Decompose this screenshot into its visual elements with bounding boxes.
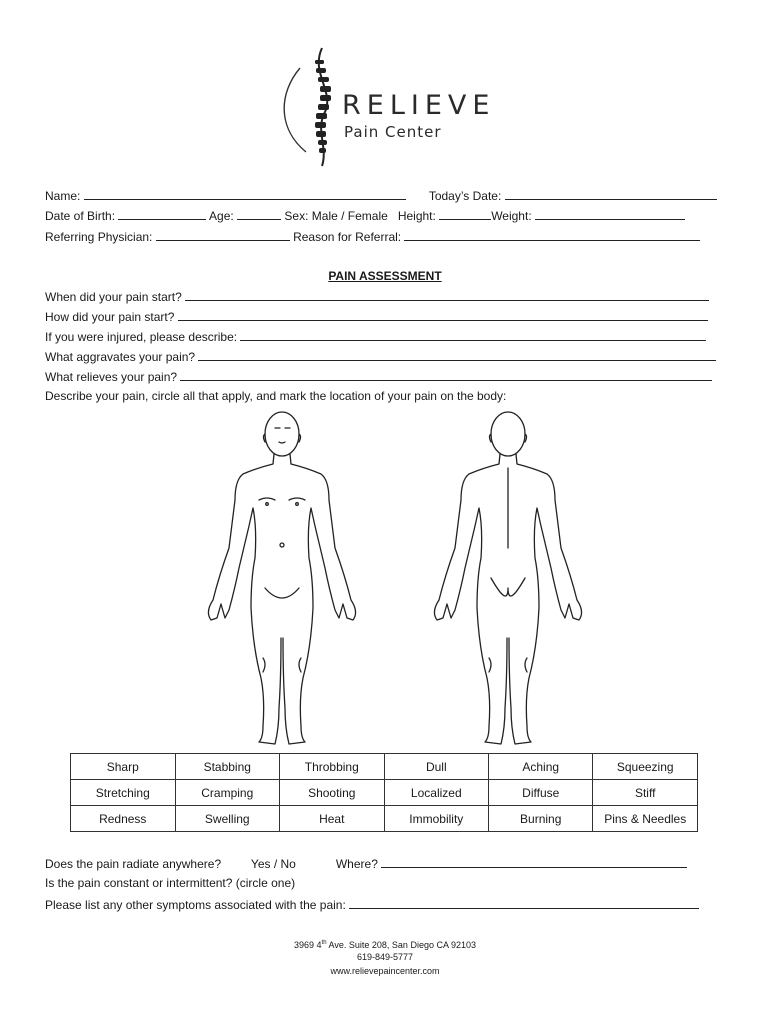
descriptor-cell[interactable]: Pins & Needles — [593, 806, 698, 832]
descriptor-cell[interactable]: Throbbing — [280, 754, 385, 780]
address-street: Ave. Suite 208, San Diego CA 92103 — [326, 940, 476, 950]
other-symptoms-row — [45, 897, 699, 912]
answer-field[interactable] — [240, 329, 706, 341]
address-superscript: th — [321, 940, 327, 946]
question-label: When did your pain start? — [45, 290, 182, 304]
question-row — [45, 289, 709, 304]
question-label: If you were injured, please describe: — [45, 330, 238, 344]
constant-question[interactable]: Is the pain constant or intermittent? (circle one) — [45, 876, 296, 890]
age-label: Age: — [209, 209, 234, 223]
brand-subtitle: Pain Center — [344, 123, 442, 141]
where-label: Where? — [335, 857, 378, 871]
name-label: Name: — [45, 189, 81, 203]
descriptor-cell[interactable]: Stabbing — [175, 754, 279, 780]
descriptor-cell[interactable]: Swelling — [175, 806, 279, 832]
weight-field[interactable] — [535, 208, 685, 220]
height-field[interactable] — [439, 208, 491, 220]
other-symptoms-question: Please list any other symptoms associated with the pain: — [45, 898, 346, 912]
descriptor-cell[interactable]: Dull — [384, 754, 489, 780]
weight-label: Weight: — [491, 209, 532, 223]
section-title: PAIN ASSESSMENT — [328, 269, 442, 283]
question-label: What aggravates your pain? — [45, 350, 196, 364]
descriptor-cell[interactable]: Redness — [71, 806, 176, 832]
height-label: Height: — [397, 209, 436, 223]
radiate-question: Does the pain radiate anywhere? — [45, 857, 222, 871]
answer-field[interactable] — [180, 369, 712, 381]
address-number: 3969 4 — [294, 940, 322, 950]
todays-date-field[interactable] — [505, 188, 717, 200]
name-row — [45, 188, 717, 203]
descriptor-cell[interactable]: Burning — [489, 806, 593, 832]
brand-name: RELIEVE — [342, 90, 496, 121]
descriptor-cell[interactable]: Sharp — [71, 754, 176, 780]
other-symptoms-field[interactable] — [349, 897, 699, 909]
descriptor-cell[interactable]: Localized — [384, 780, 489, 806]
front-body-figure-icon[interactable] — [208, 412, 355, 744]
answer-field[interactable] — [198, 349, 716, 361]
descriptor-cell[interactable]: Cramping — [175, 780, 279, 806]
todays-date-label: Today’s Date: — [428, 189, 502, 203]
descriptor-cell[interactable]: Heat — [280, 806, 385, 832]
descriptor-cell[interactable]: Stiff — [593, 780, 698, 806]
descriptor-cell[interactable]: Shooting — [280, 780, 385, 806]
descriptor-cell[interactable]: Stretching — [71, 780, 176, 806]
question-row — [45, 369, 712, 384]
question-label: What relieves your pain? — [45, 370, 178, 384]
where-field[interactable] — [381, 856, 687, 868]
descriptor-cell[interactable]: Immobility — [384, 806, 489, 832]
dob-field[interactable] — [118, 208, 206, 220]
body-diagram[interactable] — [195, 408, 595, 753]
age-field[interactable] — [237, 208, 281, 220]
back-body-figure-icon[interactable] — [434, 412, 581, 744]
referring-physician-field[interactable] — [156, 229, 290, 241]
table-row — [71, 754, 698, 780]
radiate-options[interactable]: Yes / No — [250, 857, 296, 871]
footer-website[interactable]: www.relievepaincenter.com — [330, 966, 440, 976]
table-row — [71, 806, 698, 832]
sex-label: Sex: Male / Female — [284, 209, 388, 223]
table-row — [71, 780, 698, 806]
radiate-row — [45, 856, 687, 871]
answer-field[interactable] — [185, 289, 709, 301]
descriptor-cell[interactable]: Diffuse — [489, 780, 593, 806]
footer-phone: 619-849-5777 — [356, 952, 414, 962]
question-row — [45, 309, 708, 324]
question-row — [45, 329, 706, 344]
instruction-text: Describe your pain, circle all that apply, and mark the location of your pain on the body: — [45, 389, 507, 403]
referring-physician-label: Referring Physician: — [45, 230, 153, 244]
relieve-logo — [278, 44, 498, 170]
pain-descriptor-table — [70, 753, 698, 832]
question-label: How did your pain start? — [45, 310, 175, 324]
descriptor-cell[interactable]: Squeezing — [593, 754, 698, 780]
dob-row — [45, 208, 685, 223]
answer-field[interactable] — [178, 309, 708, 321]
descriptor-cell[interactable]: Aching — [489, 754, 593, 780]
question-row — [45, 349, 716, 364]
reason-field[interactable] — [404, 229, 700, 241]
dob-label: Date of Birth: — [45, 209, 116, 223]
reason-label: Reason for Referral: — [293, 230, 402, 244]
name-field[interactable] — [84, 188, 406, 200]
physician-row — [45, 229, 700, 244]
